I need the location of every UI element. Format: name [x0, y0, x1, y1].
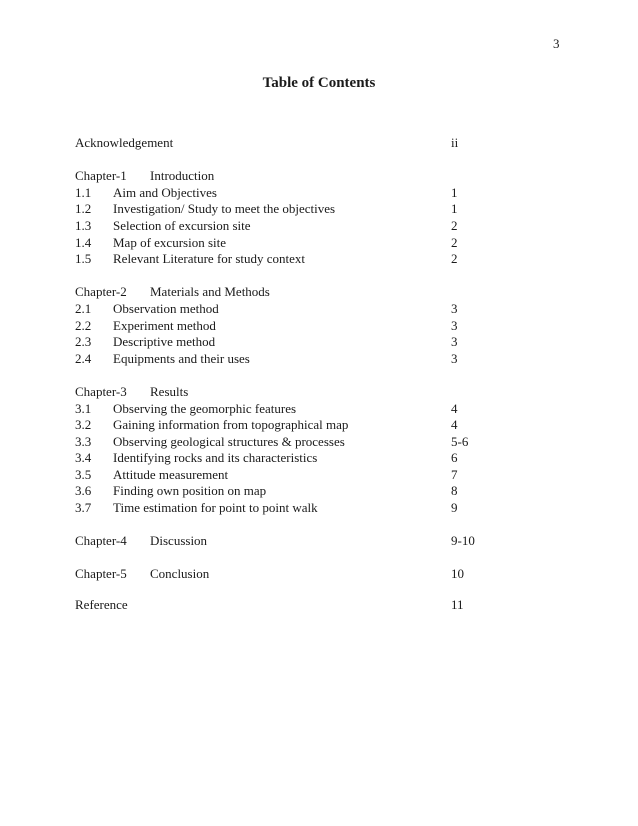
toc-section [75, 483, 495, 500]
toc-section [75, 218, 495, 235]
toc-acknowledgement [75, 135, 495, 152]
section-title: Gaining information from topographical map [113, 417, 349, 433]
toc-section [75, 334, 495, 351]
section-page: 7 [451, 466, 458, 482]
chapter-number: Chapter-5 [75, 566, 127, 582]
section-number: 2.3 [75, 334, 92, 350]
section-number: 3.6 [75, 483, 92, 499]
chapter-title: Discussion [150, 533, 208, 549]
section-page: 1 [451, 184, 458, 200]
toc-section [75, 401, 495, 418]
toc-section [75, 251, 495, 268]
section-number: 1.2 [75, 201, 92, 217]
section-title: Equipments and their uses [113, 350, 250, 366]
section-title: Experiment method [113, 317, 216, 333]
section-title: Aim and Objectives [113, 184, 217, 200]
toc-entry-label: Reference [75, 597, 128, 613]
toc-chapter-2 [75, 284, 495, 301]
section-number: 3.3 [75, 433, 92, 449]
section-title: Attitude measurement [113, 466, 229, 482]
toc-section [75, 467, 495, 484]
section-page: 3 [451, 317, 458, 333]
section-page: 6 [451, 450, 458, 466]
chapter-page: 9-10 [451, 533, 475, 549]
toc-section [75, 318, 495, 335]
section-page: 3 [451, 350, 458, 366]
section-number: 3.4 [75, 450, 92, 466]
toc-section [75, 450, 495, 467]
toc-section [75, 417, 495, 434]
toc-reference [75, 597, 495, 614]
section-page: 5-6 [451, 433, 469, 449]
section-page: 3 [451, 300, 458, 316]
section-title: Observing geological structures & processes [113, 433, 345, 449]
section-page: 2 [451, 217, 458, 233]
chapter-number: Chapter-4 [75, 533, 127, 549]
section-title: Descriptive method [113, 334, 216, 350]
chapter-title: Results [150, 383, 189, 399]
section-page: 2 [451, 251, 458, 267]
section-number: 1.5 [75, 251, 92, 267]
chapter-title: Introduction [150, 168, 215, 184]
toc-section [75, 500, 495, 517]
section-title: Observing the geomorphic features [113, 400, 297, 416]
section-title: Time estimation for point to point walk [113, 500, 318, 516]
section-page: 4 [451, 417, 458, 433]
chapter-number: Chapter-3 [75, 383, 127, 399]
section-title: Relevant Literature for study context [113, 251, 306, 267]
section-title: Selection of excursion site [113, 217, 251, 233]
chapter-number: Chapter-1 [75, 168, 127, 184]
section-number: 2.1 [75, 300, 92, 316]
chapter-title: Materials and Methods [150, 284, 270, 300]
toc-entry-page: ii [451, 135, 459, 150]
section-number: 1.1 [75, 184, 92, 200]
toc-section [75, 235, 495, 252]
section-number: 2.4 [75, 350, 92, 366]
toc-chapter-4 [75, 533, 495, 550]
page-number: 3 [553, 36, 560, 51]
section-page: 8 [451, 483, 458, 499]
section-title: Finding own position on map [113, 483, 267, 499]
section-number: 3.2 [75, 417, 92, 433]
section-number: 1.4 [75, 234, 92, 250]
chapter-title: Conclusion [150, 566, 210, 582]
toc-chapter-5 [75, 566, 495, 583]
section-title: Observation method [113, 300, 219, 316]
section-number: 2.2 [75, 317, 92, 333]
section-page: 9 [451, 500, 458, 516]
toc-chapter-3 [75, 384, 495, 401]
section-number: 3.5 [75, 466, 92, 482]
section-number: 1.3 [75, 217, 92, 233]
section-page: 2 [451, 234, 458, 250]
section-page: 1 [451, 201, 458, 217]
chapter-number: Chapter-2 [75, 284, 127, 300]
toc-section [75, 301, 495, 318]
table-of-contents [75, 135, 495, 614]
toc-section [75, 185, 495, 202]
section-page: 4 [451, 400, 458, 416]
toc-chapter-1 [75, 168, 495, 185]
section-page: 3 [451, 334, 458, 350]
section-number: 3.7 [75, 500, 92, 516]
page-title: Table of Contents [262, 75, 376, 91]
toc-section [75, 201, 495, 218]
toc-section [75, 434, 495, 451]
section-number: 3.1 [75, 400, 92, 416]
toc-section [75, 351, 495, 368]
toc-entry-label: Acknowledgement [75, 135, 174, 150]
section-title: Map of excursion site [113, 234, 227, 250]
section-title: Investigation/ Study to meet the objectives [113, 201, 336, 217]
toc-entry-page: 11 [451, 597, 464, 613]
chapter-page: 10 [451, 566, 464, 582]
section-title: Identifying rocks and its characteristics [113, 450, 318, 466]
